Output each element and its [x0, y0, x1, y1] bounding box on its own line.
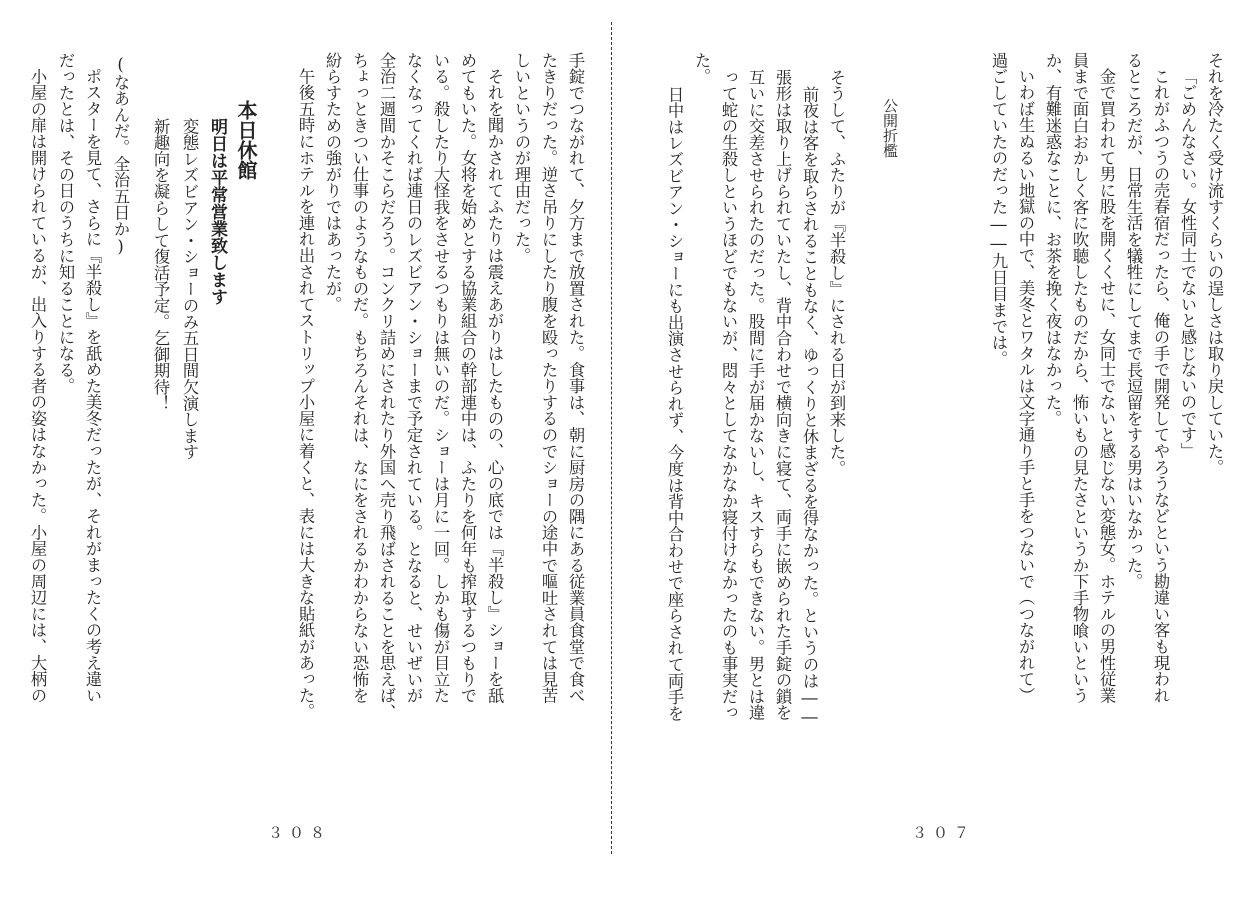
- text-column: 張形は取り上げられていたし、背中合わせで横向きに寝て、両手に嵌められた手錠の鎖を: [773, 69, 792, 721]
- notice-subheadline: 明日は平常営業致します: [207, 118, 227, 305]
- text-column: いる。殺したり大怪我をさせるつもりは無いのだ。ショーは月に一回。しかも傷が目立た: [431, 52, 450, 704]
- text-column: 全治二週間かそこらだろう。コンクリ詰めにされたり外国へ売り飛ばされることを思えば、: [377, 52, 396, 720]
- text-column: それを聞かされてふたりは震えあがりはしたものの、心の底では『半殺し』ショーを舐: [485, 68, 504, 704]
- text-column: 紛らすための強がりではあったが。: [323, 52, 342, 313]
- text-column: これがふつうの売春宿だったら、俺の手で開発してやろうなどという勘違い客も現われ: [1151, 68, 1170, 704]
- text-column: (なあんだ。全治五日か): [111, 55, 130, 256]
- text-column: たきりだった。逆さ吊りにしたり腹を殴ったりするのでショーの途中で嘔吐されては見苦: [539, 52, 558, 704]
- text-column: 小屋の扉は開けられているが、出入りする者の姿はなかった。小屋の周辺には、大柄の: [28, 68, 47, 704]
- page-divider: [611, 22, 612, 854]
- text-column: しいというのが理由だった。: [512, 52, 531, 264]
- text-column: 前夜は客を取らされることもなく、ゆっくりと休まざるを得なかった。というのは――: [800, 86, 819, 727]
- notice-line: 新趣向を凝らして復活予定。乞御期待！: [151, 118, 170, 412]
- text-column: ちょっときつい仕事のようなものだ。もちろんそれは、なにをされるかわからない恐怖を: [350, 52, 369, 704]
- text-column: だったとは、その日のうちに知ることになる。: [56, 52, 75, 395]
- text-column: 手錠でつながれて、夕方まで放置された。食事は、朝に厨房の隅にある従業員食堂で食べ: [566, 52, 585, 704]
- text-column: 過ごしていたのだった――九日目までは。: [989, 52, 1008, 367]
- page-number: ３０７: [912, 824, 976, 842]
- text-column: そうして、ふたりが『半殺し』にされる日が到来した。: [827, 69, 846, 477]
- text-column: 員まで面白おかしく客に吹聴したものだから、怖いもの見たさというか下手物喰いという: [1070, 52, 1089, 704]
- text-column: いわば生ぬるい地獄の中で、美冬とワタルは文字通り手と手をつないで（つながれて）: [1016, 68, 1035, 704]
- text-column: なくなってくれば連日のレズビアン・ショーまで予定されている。となると、せいぜいが: [404, 52, 423, 704]
- page-307: [613, 0, 1240, 900]
- notice-line: 変態レズビアン・ショーのみ五日間欠演します: [180, 118, 199, 461]
- text-column: それを冷たく受け流すくらいの逞しさは取り戻していた。: [1205, 52, 1224, 476]
- page-number: ３０８: [268, 824, 332, 842]
- text-column: 午後五時にホテルを連れ出されてストリップ小屋に着くと、表には大きな貼紙があった。: [296, 68, 315, 720]
- text-column: るところだが、日常生活を犠牲にしてまで長逗留をする男はいなかった。: [1124, 52, 1143, 590]
- text-column: 「ごめんなさい。女性同士でないと感じないのです」: [1178, 68, 1197, 459]
- text-column: 日中はレズビアン・ショーにも出演させられず、今度は背中合わせで座らされて両手を: [665, 86, 684, 722]
- text-column: 金で買われて男に股を開くくせに、女同士でないと感じない変態女。ホテルの男性従業: [1097, 68, 1116, 704]
- text-column: って蛇の生殺しというほどでもないが、悶々としてなかなか寝付けなかったのも事実だっ: [719, 69, 738, 721]
- section-heading: 公開折檻: [881, 98, 899, 158]
- page-308: [0, 0, 611, 900]
- text-column: めてもいた。女将を始めとする協業組合の幹部連中は、ふたりを何年も搾取するつもりで: [458, 52, 477, 704]
- notice-headline: 本日休館: [234, 100, 258, 180]
- text-column: か、有難迷惑なことに、お茶を挽く夜はなかった。: [1043, 52, 1062, 427]
- text-column: ポスターを見て、さらに『半殺し』を舐めた美冬だったが、それがまったくの考え違い: [83, 68, 102, 704]
- text-column: 互いに交差させられたのだった。股間に手が届かないし、キスすらもできない。男とは違: [746, 69, 765, 721]
- text-column: た。: [692, 52, 711, 85]
